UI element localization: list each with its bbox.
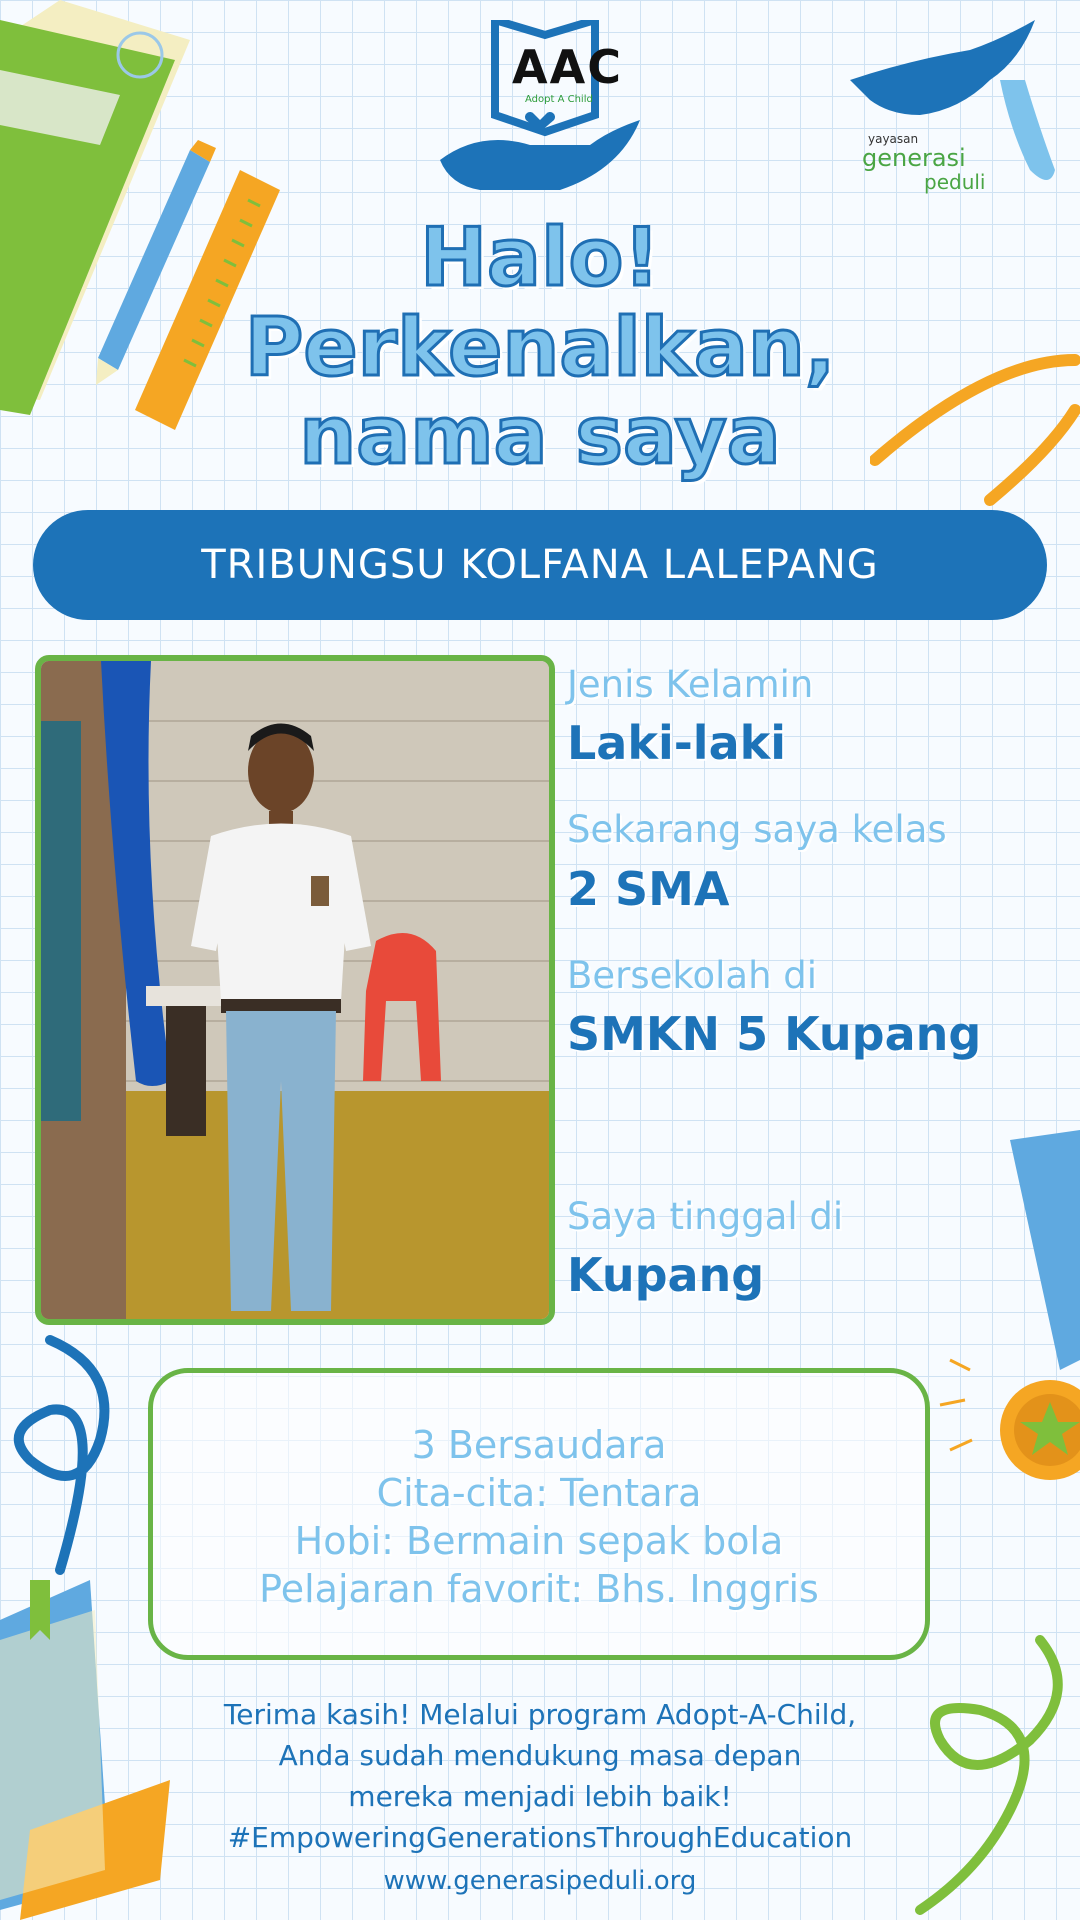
blue-swirl-decoration [0,1330,140,1590]
logo-text-yayasan: yayasan [868,132,919,146]
fact-siblings: 3 Bersaudara [411,1423,667,1467]
name-banner [33,510,1047,620]
title-introduction: Perkenalkan, [244,301,836,394]
generasi-peduli-logo [850,20,1060,195]
logo-text-generasi: generasi [862,144,966,172]
aac-logo [440,20,650,195]
grade-label: Sekarang saya kelas [567,808,947,851]
logo-text-peduli: peduli [924,170,986,194]
school-label: Bersekolah di [567,954,818,997]
facts-box [148,1368,930,1660]
footer-thanks-line2: Anda sudah mendukung masa depan [278,1739,802,1772]
aac-logo-subtitle: Adopt A Child [525,94,593,105]
grade-value: 2 SMA [567,862,730,916]
title-name-lead: nama saya [299,389,781,482]
school-value: SMKN 5 Kupang [567,1007,982,1061]
footer-website-link[interactable]: www.generasipeduli.org [383,1866,697,1896]
footer-thanks-line1: Terima kasih! Melalui program Adopt-A-Child, [223,1698,857,1731]
footer-thanks-line3: mereka menjadi lebih baik! [348,1780,732,1813]
medal-illustration [930,1130,1080,1530]
residence-value: Kupang [567,1248,765,1302]
gender-value: Laki-laki [567,716,786,770]
student-name: TRIBUNGSU KOLFANA LALEPANG [201,542,879,588]
title-greeting: Halo! [420,211,660,304]
fact-aspiration: Cita-cita: Tentara [376,1471,702,1515]
footer-hashtag: #EmpoweringGenerationsThroughEducation [227,1821,853,1854]
aac-logo-text: AAC [512,40,623,94]
fact-hobby: Hobi: Bermain sepak bola [294,1519,784,1563]
residence-label: Saya tinggal di [567,1195,844,1238]
student-photo [35,655,555,1325]
fact-favorite-subject: Pelajaran favorit: Bhs. Inggris [259,1567,819,1611]
gender-label: Jenis Kelamin [567,663,814,706]
